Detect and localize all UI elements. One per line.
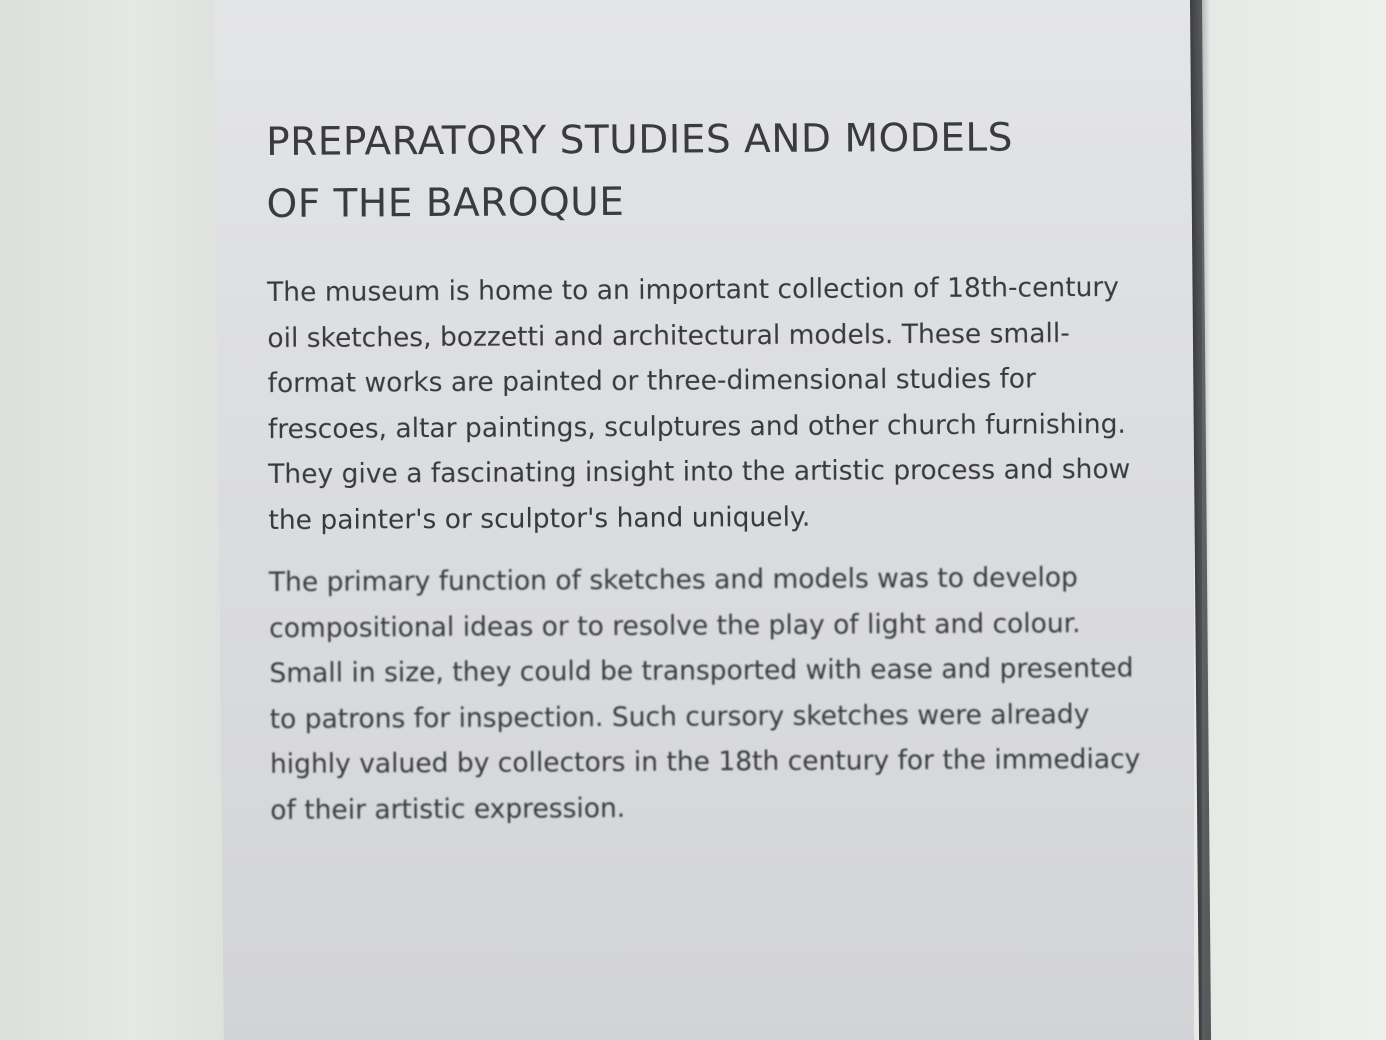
- paragraph-2: [269, 555, 1151, 833]
- sign-title-line: OF THE BAROQUE: [266, 179, 625, 227]
- paragraph-line: the painter's or sculptor's hand uniquely.: [268, 501, 811, 536]
- paragraph-line: The primary function of sketches and models was to develop: [268, 562, 1078, 598]
- paragraph-line: to patrons for inspection. Such cursory sketches were already: [269, 698, 1090, 735]
- paragraph-1: [267, 265, 1149, 543]
- wall-right: [1206, 0, 1386, 1040]
- paragraph-line: compositional ideas or to resolve the play of light and colour.: [269, 607, 1081, 644]
- paragraph-line: frescoes, altar paintings, sculptures and other church furnishing.: [267, 408, 1126, 445]
- paragraph-line: highly valued by collectors in the 18th century for the immediacy: [269, 743, 1141, 780]
- paragraph-line: Small in size, they could be transported with ease and presented: [269, 652, 1134, 689]
- paragraph-line: oil sketches, bozzetti and architectural models. These small-: [267, 317, 1070, 354]
- paragraph-line: The museum is home to an important collection of 18th-century: [267, 271, 1120, 308]
- paragraph-line: They give a fascinating insight into the artistic process and show: [268, 453, 1131, 490]
- sign-content: [266, 107, 1150, 833]
- wall-left: [0, 0, 224, 1040]
- panel-shadow: [1202, 0, 1210, 1040]
- sign-title: [266, 107, 1147, 236]
- paragraph-line: of their artistic expression.: [270, 792, 626, 826]
- sign-title-line: PREPARATORY STUDIES AND MODELS: [266, 115, 1014, 165]
- paragraph-line: format works are painted or three-dimensional studies for: [267, 363, 1037, 399]
